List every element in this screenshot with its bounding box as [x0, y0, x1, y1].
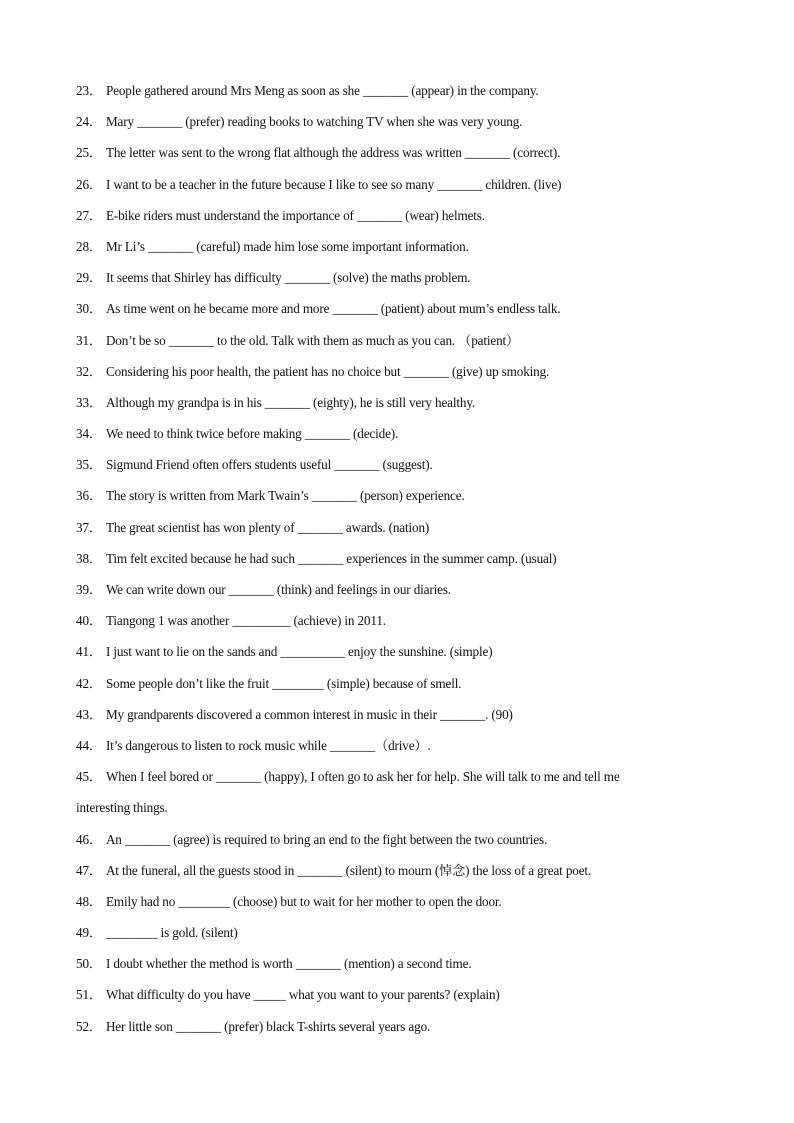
question-number: 37．	[76, 519, 102, 535]
question-number: 33．	[76, 394, 102, 410]
question-text: Considering his poor health, the patient has no choice but _______ (give) up smoking.	[105, 363, 550, 379]
question-text: The story is written from Mark Twain’s _______ (person) experience.	[105, 488, 465, 504]
question-36	[76, 485, 676, 516]
question-38	[76, 548, 676, 579]
question-number: 51．	[76, 987, 102, 1003]
question-text: E-bike riders must understand the importance of _______ (wear) helmets.	[105, 207, 485, 223]
question-text: Mary _______ (prefer) reading books to watching TV when she was very young.	[105, 114, 523, 130]
question-49	[76, 922, 676, 953]
question-27	[76, 205, 676, 236]
question-text: Don’t be so _______ to the old. Talk with them as much as you can. （patient）	[105, 332, 520, 348]
question-number: 32．	[76, 363, 102, 379]
question-text: When I feel bored or _______ (happy), I often go to ask her for help. She will talk to me and tell me	[105, 769, 620, 785]
question-text: It’s dangerous to listen to rock music while _______（drive）.	[105, 737, 431, 753]
question-number: 29．	[76, 270, 102, 286]
question-number: 31．	[76, 332, 102, 348]
question-35	[76, 454, 676, 485]
question-text: It seems that Shirley has difficulty _______ (solve) the maths problem.	[105, 270, 471, 286]
question-number: 45．	[76, 769, 102, 785]
question-number: 52．	[76, 1018, 102, 1034]
question-41	[76, 641, 676, 672]
question-42	[76, 673, 676, 704]
question-30	[76, 298, 676, 329]
question-text: We need to think twice before making _______ (decide).	[105, 426, 399, 442]
question-45-continuation	[76, 797, 676, 828]
question-text: I just want to lie on the sands and __________ enjoy the sunshine. (simple)	[105, 644, 493, 660]
question-50	[76, 953, 676, 984]
question-number: 35．	[76, 457, 102, 473]
question-text: An _______ (agree) is required to bring an end to the fight between the two countries.	[105, 831, 548, 847]
question-28	[76, 236, 676, 267]
question-number: 38．	[76, 550, 102, 566]
question-text: The great scientist has won plenty of _______ awards. (nation)	[105, 519, 430, 535]
question-text: Mr Li’s _______ (careful) made him lose some important information.	[105, 238, 469, 254]
question-number: 28．	[76, 238, 102, 254]
question-29	[76, 267, 676, 298]
question-number: 43．	[76, 706, 102, 722]
question-text: Emily had no ________ (choose) but to wait for her mother to open the door.	[105, 893, 502, 909]
question-number: 44．	[76, 737, 102, 753]
question-46	[76, 829, 676, 860]
question-number: 24．	[76, 114, 102, 130]
question-number: 42．	[76, 675, 102, 691]
question-45	[76, 766, 676, 797]
question-47	[76, 860, 676, 891]
question-text: People gathered around Mrs Meng as soon as she _______ (appear) in the company.	[105, 83, 539, 98]
question-52	[76, 1016, 676, 1047]
question-23	[76, 80, 676, 111]
question-text: As time went on he became more and more _______ (patient) about mum’s endless talk.	[105, 301, 561, 317]
question-number: 34．	[76, 426, 102, 442]
question-number: 47．	[76, 862, 102, 878]
question-number: 30．	[76, 301, 102, 317]
question-text: Sigmund Friend often offers students useful _______ (suggest).	[105, 457, 433, 473]
question-text-continuation: interesting things.	[76, 800, 168, 816]
question-39	[76, 579, 676, 610]
question-33	[76, 392, 676, 423]
question-number: 39．	[76, 582, 102, 597]
question-text: Her little son _______ (prefer) black T-shirts several years ago.	[105, 1018, 431, 1034]
question-25	[76, 142, 676, 173]
question-31	[76, 330, 676, 361]
question-text: I want to be a teacher in the future because I like to see so many _______ children. (live)	[105, 176, 562, 192]
question-text: At the funeral, all the guests stood in _______ (silent) to mourn (悼念) the loss of a great poet.	[105, 862, 592, 878]
question-text: Tiangong 1 was another _________ (achieve) in 2011.	[105, 613, 386, 629]
question-text: Tim felt excited because he had such _______ experiences in the summer camp. (usual)	[105, 550, 557, 566]
question-43	[76, 704, 676, 735]
question-text: My grandparents discovered a common interest in music in their _______. (90)	[105, 706, 513, 722]
question-list	[76, 80, 676, 1047]
question-44	[76, 735, 676, 766]
question-26	[76, 174, 676, 205]
question-text: The letter was sent to the wrong flat although the address was written _______ (correct).	[105, 145, 561, 161]
question-number: 27．	[76, 207, 102, 223]
question-32	[76, 361, 676, 392]
question-number: 25．	[76, 145, 102, 161]
question-number: 36．	[76, 488, 102, 504]
question-text: Some people don’t like the fruit ________ (simple) because of smell.	[105, 675, 462, 691]
question-51	[76, 984, 676, 1015]
question-48	[76, 891, 676, 922]
question-text: We can write down our _______ (think) and feelings in our diaries.	[105, 582, 451, 597]
question-number: 49．	[76, 925, 102, 941]
question-number: 26．	[76, 176, 102, 192]
question-text: Although my grandpa is in his _______ (eighty), he is still very healthy.	[105, 394, 476, 410]
question-37	[76, 517, 676, 548]
question-number: 50．	[76, 956, 102, 972]
question-number: 46．	[76, 831, 102, 847]
question-24	[76, 111, 676, 142]
question-text: ________ is gold. (silent)	[105, 925, 238, 941]
question-number: 40．	[76, 613, 102, 629]
question-text: What difficulty do you have _____ what you want to your parents? (explain)	[105, 987, 500, 1003]
question-34	[76, 423, 676, 454]
question-40	[76, 610, 676, 641]
question-number: 41．	[76, 644, 102, 660]
question-number: 23．	[76, 83, 102, 98]
question-number: 48．	[76, 893, 102, 909]
question-text: I doubt whether the method is worth _______ (mention) a second time.	[105, 956, 472, 972]
